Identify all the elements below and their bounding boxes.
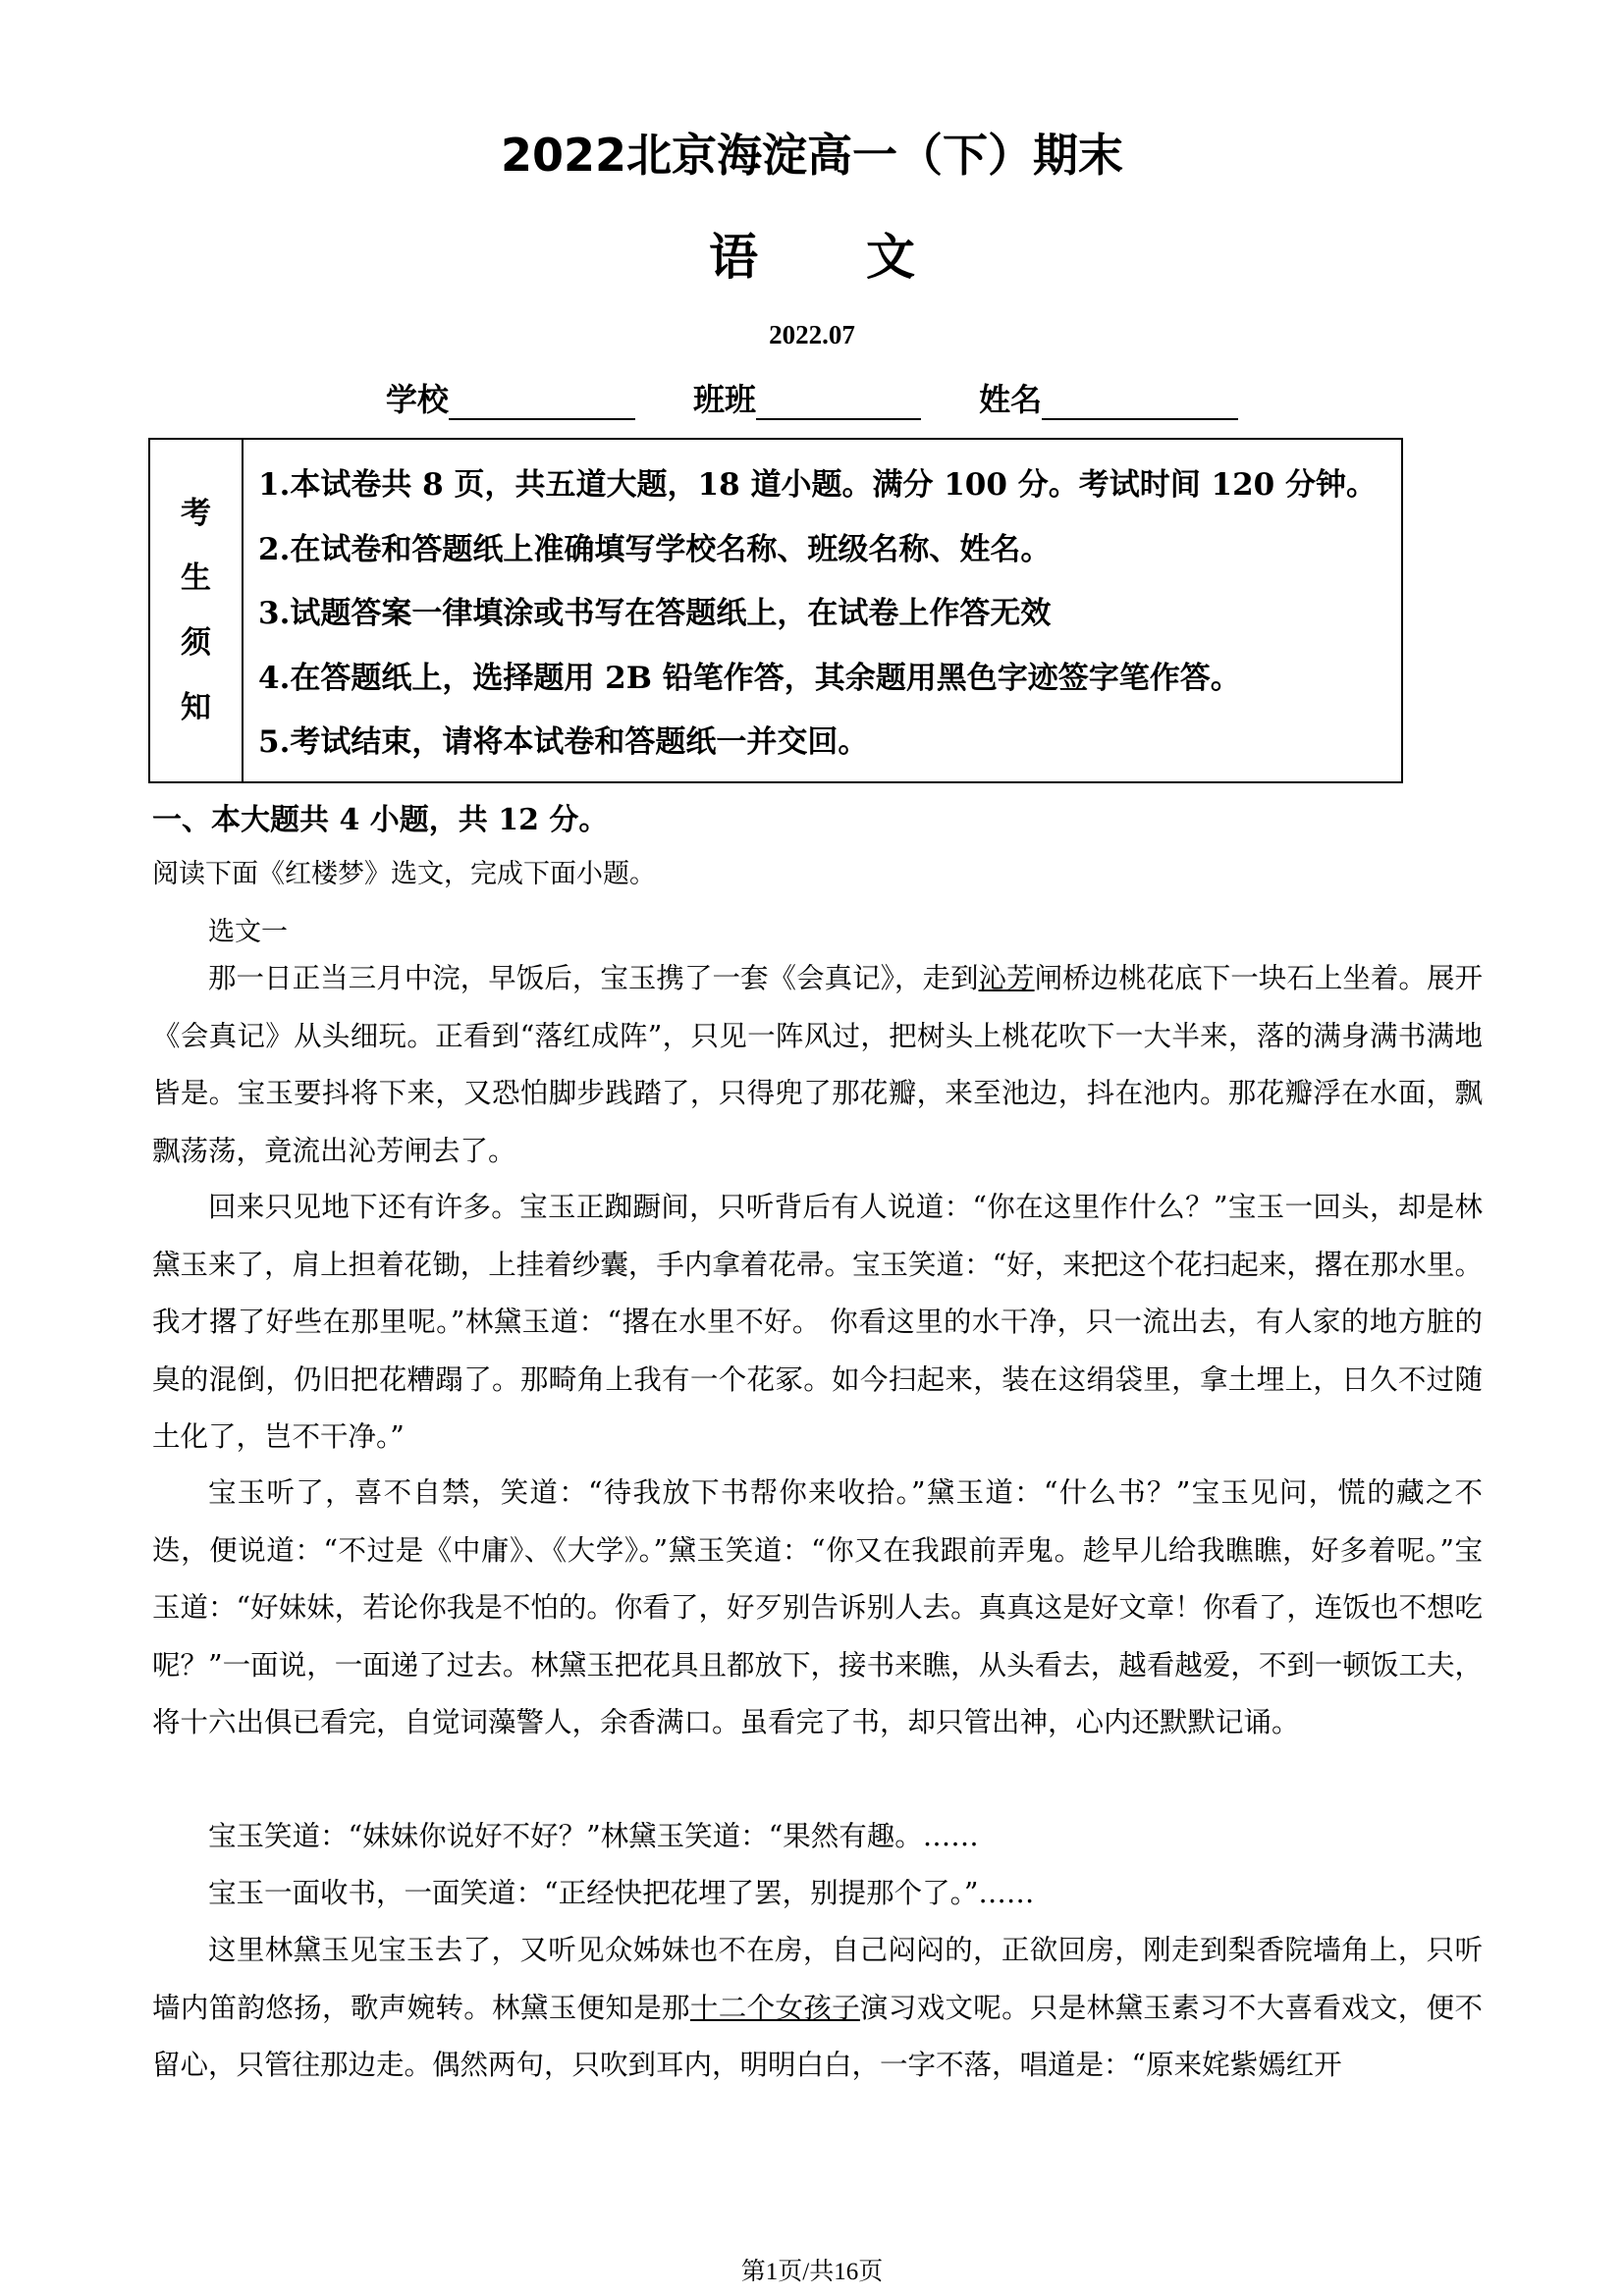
- notice-label-char: 须: [181, 625, 211, 661]
- exam-date: 2022.07: [769, 320, 855, 349]
- passage-paragraph-2: 回来只见地下还有许多。宝玉正踟蹰间，只听背后有人说道：“你在这里作什么？”宝玉一回头，却是林黛玉来了，肩上担着花锄，上挂着纱囊，手内拿着花帚。宝玉笑道：“好，来把这个花扫起来，撂在那水里。我才撂了好些在那里呢。”林黛玉道：“撂在水里不好。 你看这里的水干净，只一流出去，有人家的地方脏的臭的混倒，仍旧把花糟蹋了。那畸角上我有一个花冢。如今扫起来，装在这绢袋里，拿土埋上，日久不过随土化了，岂不干净。”: [152, 1191, 1483, 1453]
- passage-paragraph-5: 宝玉一面收书，一面笑道：“正经快把花埋了罢，别提那个了。”……: [208, 1877, 1035, 1909]
- name-field[interactable]: [1042, 387, 1238, 420]
- paragraph-text: 闸桥边桃花底下一块石上坐着。展开《会真记》从头细玩。正看到“落红成阵”，只见一阵风过，把树头上桃花吹下一大半来，落的满身满书满地皆是。宝玉要抖将下来，又恐怕脚步践踏了，只得兜了那花瓣，来至池边，抖在池内。那花瓣浮在水面，飘飘荡荡，竟流出沁芳闸去了。: [152, 962, 1483, 1167]
- notice-label-char: 生: [181, 561, 211, 596]
- notice-item: 2.在试卷和答题纸上准确填写学校名称、班级名称、姓名。: [258, 531, 1052, 567]
- paragraph-text: 演习戏文呢。只是林黛玉素习不大喜看戏文，便不留心，只管往那边走。偶然两句，只吹到耳内，明明白白，一字不落，唱道是：“原来姹紫嫣红开: [152, 1991, 1483, 2081]
- name-label: 姓名: [979, 381, 1043, 418]
- notice-item: 1.本试卷共 8 页，共五道大题，18 道小题。满分 100 分。考试时间 120 分钟。: [258, 467, 1378, 503]
- notice-label-char: 知: [181, 690, 211, 725]
- passage-paragraph-3: 宝玉听了，喜不自禁，笑道：“待我放下书帮你来收拾。”黛玉道：“什么书？”宝玉见问，慌的藏之不迭，便说道：“不过是《中庸》、《大学》。”黛玉笑道：“你又在我跟前弄鬼。趁早儿给我瞧瞧，好多着呢。”宝玉道：“好妹妹，若论你我是不怕的。你看了，好歹别告诉别人去。真真这是好文章！你看了，连饭也不想吃呢？”一面说，一面递了过去。林黛玉把花具且都放下，接书来瞧，从头看去，越看越爱，不到一顿饭工夫，将十六出俱已看完，自觉词藻警人，余香满口。虽看完了书，却只管出神，心内还默默记诵。: [152, 1476, 1483, 1738]
- underlined-term: 沁芳: [978, 962, 1035, 994]
- notice-label: [150, 440, 244, 781]
- underlined-term: 十二个女孩子: [689, 1991, 860, 2024]
- paragraph-text: 那一日正当三月中浣，早饭后，宝玉携了一套《会真记》，走到: [208, 962, 979, 994]
- section-heading: 一、本大题共 4 小题，共 12 分。: [152, 803, 609, 837]
- notice-item: 4.在答题纸上，选择题用 2B 铅笔作答，其余题用黑色字迹签字笔作答。: [258, 660, 1241, 696]
- school-field[interactable]: [449, 387, 635, 420]
- page-title: 2022北京海淀高一（下）期末: [500, 129, 1124, 182]
- notice-label-char: 考: [181, 496, 211, 531]
- class-field[interactable]: [756, 387, 921, 420]
- passage-paragraph-1: [152, 950, 1483, 1180]
- passage-paragraph-4: 宝玉笑道：“妹妹你说好不好？”林黛玉笑道：“果然有趣。……: [208, 1820, 979, 1852]
- student-info-line: [0, 375, 1624, 420]
- subject-title: 语文: [709, 229, 1023, 286]
- exam-notice-box: [148, 438, 1403, 783]
- notice-items: [258, 454, 1391, 775]
- section-intro: 阅读下面《红楼梦》选文，完成下面小题。: [152, 859, 656, 889]
- notice-item: 3.试题答案一律填涂或书写在答题纸上，在试卷上作答无效: [258, 596, 1052, 631]
- passage-paragraph-6: [152, 1922, 1483, 2095]
- notice-item: 5.考试结束，请将本试卷和答题纸一并交回。: [258, 724, 869, 760]
- paragraph-text: 这里林黛玉见宝玉去了，又听见众姊妹也不在房，自己闷闷的，正欲回房，刚走到梨香院墙角上，只听墙内笛韵悠扬，歌声婉转。林黛玉便知是那: [152, 1934, 1483, 2024]
- page-number: 第1页/共16页: [740, 2259, 884, 2285]
- school-label: 学校: [385, 381, 449, 418]
- selection-label: 选文一: [208, 917, 288, 947]
- class-label: 班班: [692, 381, 756, 418]
